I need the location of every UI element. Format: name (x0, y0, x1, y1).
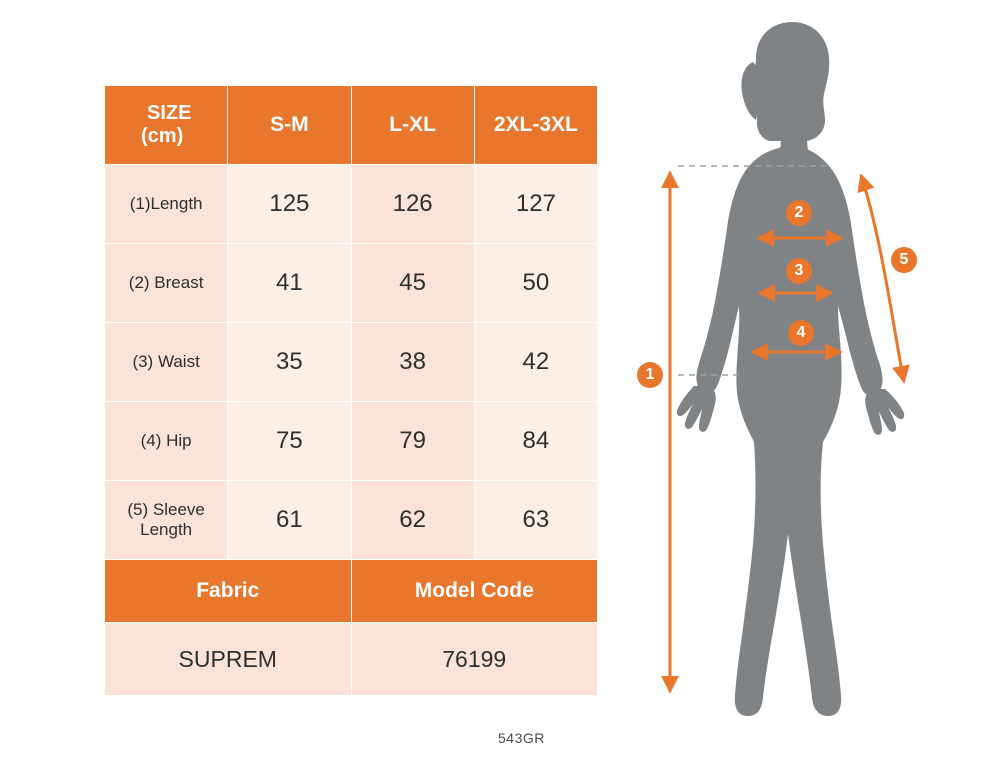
table-row (105, 402, 598, 481)
cell-breast-2xl-3xl: 50 (474, 244, 597, 323)
size-header-line1: SIZE (147, 102, 192, 124)
column-header-size (105, 86, 228, 165)
cell-sleeve-s-m: 61 (228, 481, 351, 560)
table-footer-header-row (105, 560, 598, 623)
body-silhouette-icon (677, 22, 904, 716)
column-header-s-m: S-M (228, 86, 351, 165)
table-row (105, 165, 598, 244)
cell-sleeve-2xl-3xl: 63 (474, 481, 597, 560)
cell-waist-s-m: 35 (228, 323, 351, 402)
size-table-body (105, 165, 598, 696)
table-footer-value-row (105, 623, 598, 696)
cell-hip-l-xl: 79 (351, 402, 474, 481)
cell-breast-l-xl: 45 (351, 244, 474, 323)
size-table-head (105, 86, 598, 165)
footer-header-model-code: Model Code (351, 560, 598, 623)
row-label-length: (1)Length (105, 165, 228, 244)
marker-3-waist: 3 (786, 258, 812, 284)
column-header-2xl-3xl: 2XL-3XL (474, 86, 597, 165)
model-figure-panel (620, 0, 1000, 774)
cell-length-2xl-3xl: 127 (474, 165, 597, 244)
marker-4-hip: 4 (788, 320, 814, 346)
cell-length-l-xl: 126 (351, 165, 474, 244)
marker-2-breast: 2 (786, 200, 812, 226)
row-label-hip: (4) Hip (105, 402, 228, 481)
table-row (105, 323, 598, 402)
footer-header-fabric: Fabric (105, 560, 352, 623)
cell-hip-s-m: 75 (228, 402, 351, 481)
table-row (105, 481, 598, 560)
table-row (105, 244, 598, 323)
footer-value-fabric: SUPREM (105, 623, 352, 696)
row-label-waist: (3) Waist (105, 323, 228, 402)
cell-hip-2xl-3xl: 84 (474, 402, 597, 481)
female-figure-diagram (620, 0, 1000, 774)
marker-5-sleeve-length: 5 (891, 247, 917, 273)
row-label-sleeve-length: (5) Sleeve Length (105, 481, 228, 560)
cell-sleeve-l-xl: 62 (351, 481, 474, 560)
cell-waist-2xl-3xl: 42 (474, 323, 597, 402)
column-header-l-xl: L-XL (351, 86, 474, 165)
cell-breast-s-m: 41 (228, 244, 351, 323)
table-header-row (105, 86, 598, 165)
size-table (104, 85, 598, 696)
cell-length-s-m: 125 (228, 165, 351, 244)
size-table-container (104, 85, 598, 696)
row-label-breast: (2) Breast (105, 244, 228, 323)
marker-1-length: 1 (637, 362, 663, 388)
size-header-line2: (cm) (141, 125, 184, 147)
cell-waist-l-xl: 38 (351, 323, 474, 402)
footer-value-model-code: 76199 (351, 623, 598, 696)
model-code-note: 543GR (498, 730, 545, 746)
